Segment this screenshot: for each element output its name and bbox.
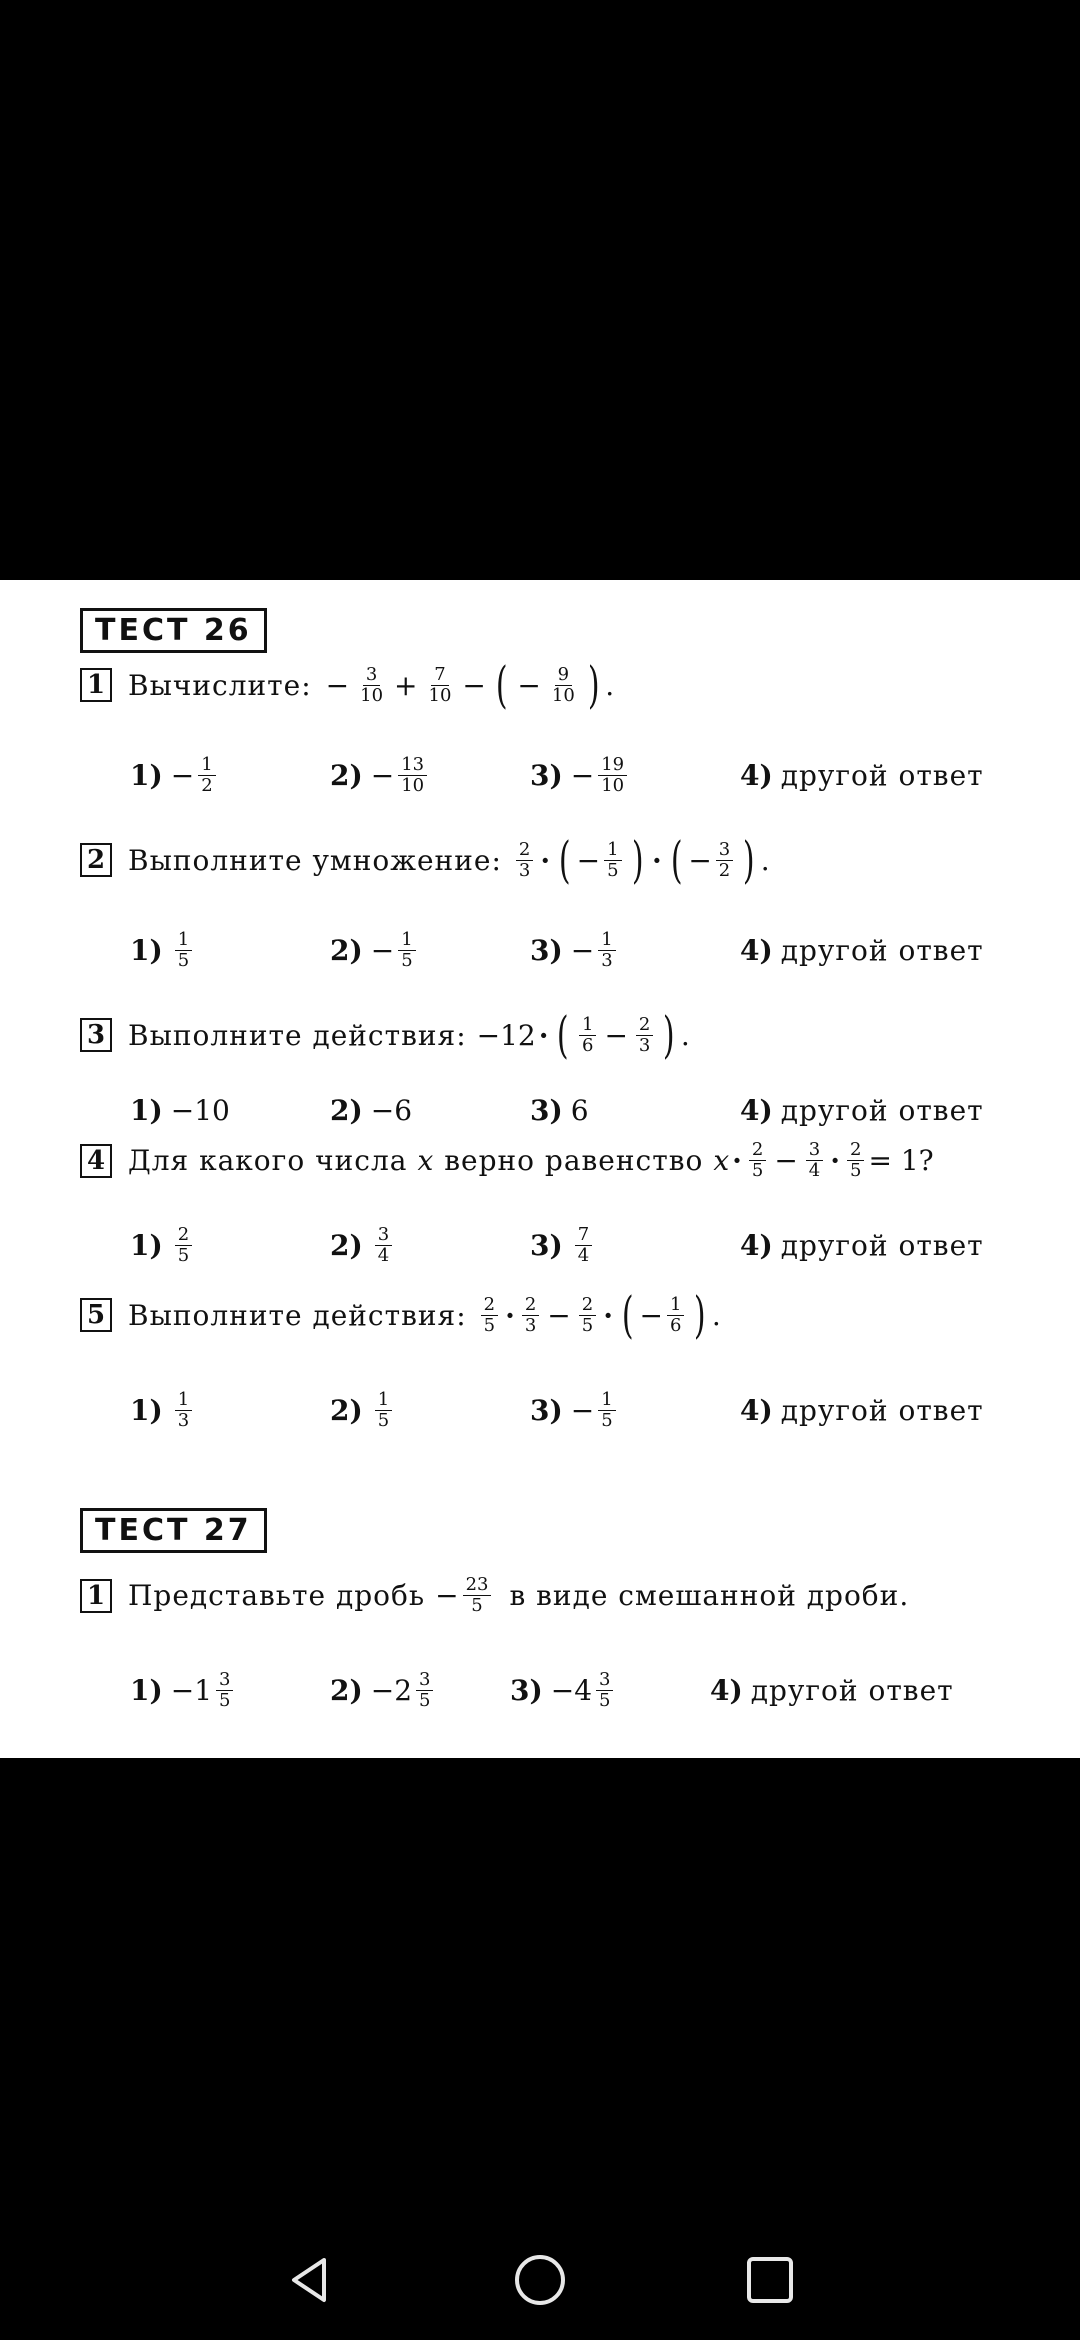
question-text: Представьте дробь [128, 1579, 426, 1612]
test27-q1 [80, 1575, 919, 1616]
question-number: 3 [80, 1018, 112, 1052]
minus-sign: − [462, 668, 486, 702]
question-number: 5 [80, 1298, 112, 1332]
variable-x: x [417, 1144, 435, 1177]
answer-option[interactable]: 1) − $\frac{1}{2}$ [130, 745, 220, 805]
answer-option[interactable]: 3) − $\frac{1}{3}$ [530, 920, 620, 980]
test26-q5-answers [130, 1380, 1030, 1440]
answer-option[interactable]: 3) − $\frac{19}{10}$ [530, 745, 631, 805]
question-expression: − $\frac{23}{5}$ [435, 1575, 495, 1616]
test-26-title: ТЕСТ 26 [80, 608, 267, 653]
fraction: $\frac{7}{10}$ [428, 663, 452, 706]
left-paren: ( [495, 656, 508, 714]
question-text: Выполните действия: [128, 1018, 467, 1052]
answer-option[interactable]: 4) другой ответ [740, 1228, 984, 1262]
answer-option[interactable]: 4) другой ответ [740, 1393, 984, 1427]
test26-q2-answers [130, 920, 1030, 980]
top-black-area [0, 0, 1080, 580]
recents-icon[interactable] [740, 2250, 800, 2310]
answer-option[interactable]: 4) другой ответ [710, 1673, 954, 1707]
question-text: Выполните действия: [128, 1298, 467, 1332]
right-paren: ) [587, 656, 600, 714]
period: . [605, 668, 615, 702]
minus-sign: − [325, 668, 350, 702]
plus-sign: + [394, 668, 418, 702]
question-expression [322, 656, 615, 714]
question-text: Для какого числа [128, 1144, 408, 1177]
back-icon[interactable] [280, 2250, 340, 2310]
answer-option[interactable]: 1) − 1 $\frac{3}{5}$ [130, 1660, 237, 1720]
test26-q1-answers [130, 745, 1030, 805]
test-27-title: ТЕСТ 27 [80, 1508, 267, 1553]
test26-q1 [80, 656, 615, 714]
answer-option[interactable]: 4) другой ответ [740, 758, 984, 792]
answer-option[interactable]: 3) $\frac{7}{4}$ [530, 1215, 596, 1275]
question-text: Выполните умножение: [128, 843, 502, 877]
question-number: 4 [80, 1144, 112, 1178]
test27-q1-answers [130, 1660, 1030, 1720]
test26-q4 [80, 1140, 934, 1181]
answer-option[interactable]: 1) $\frac{2}{5}$ [130, 1215, 196, 1275]
test26-q4-answers [130, 1215, 1030, 1275]
fraction: $\frac{3}{10}$ [360, 663, 384, 706]
question-text-2: верно равенство [444, 1144, 704, 1177]
fraction: $\frac{9}{10}$ [551, 663, 575, 706]
minus-sign: − [517, 668, 541, 702]
answer-option[interactable]: 2) − 2 $\frac{3}{5}$ [330, 1660, 437, 1720]
test26-q3 [80, 1006, 690, 1064]
answer-option[interactable]: 4) другой ответ [740, 1093, 984, 1127]
question-expression: −12 · ( $\frac{1}{6}$ − $\frac{2}{3}$ ) . [476, 1006, 690, 1064]
home-icon[interactable] [510, 2250, 570, 2310]
answer-option[interactable]: 4) другой ответ [740, 933, 984, 967]
answer-option[interactable]: 2) −6 [330, 1093, 413, 1127]
answer-option[interactable]: 3) 6 [530, 1093, 589, 1127]
answer-option[interactable]: 1) $\frac{1}{5}$ [130, 920, 196, 980]
answer-option[interactable]: 2) $\frac{3}{4}$ [330, 1215, 396, 1275]
answer-option[interactable]: 2) $\frac{1}{5}$ [330, 1380, 396, 1440]
answer-option[interactable]: 1) $\frac{1}{3}$ [130, 1380, 196, 1440]
answer-option[interactable]: 3) − 4 $\frac{3}{5}$ [510, 1660, 617, 1720]
answer-option[interactable]: 2) − $\frac{13}{10}$ [330, 745, 431, 805]
question-number: 1 [80, 1579, 112, 1613]
answer-option[interactable]: 2) − $\frac{1}{5}$ [330, 920, 420, 980]
question-expression: $\frac{2}{5}$ · $\frac{2}{3}$ − $\frac{2}{5}$ · ( − $\frac{1}{6}$ ) . [477, 1290, 721, 1340]
test26-q3-answers [130, 1080, 1030, 1140]
test26-q5 [80, 1286, 721, 1344]
question-expression: $\frac{2}{3}$ · ( − $\frac{1}{5}$ ) · ( − $\frac{3}{2}$ ) . [512, 835, 770, 885]
question-text-2: в виде смешанной дроби. [509, 1579, 910, 1612]
test26-q2 [80, 831, 770, 889]
question-text: Вычислите: [128, 668, 312, 702]
question-expression: x · $\frac{2}{5}$ − $\frac{3}{4}$ · $\frac{2}{5}$ = 1? [713, 1139, 934, 1181]
textbook-page [0, 580, 1080, 1758]
question-number: 1 [80, 668, 112, 702]
question-number: 2 [80, 843, 112, 877]
answer-option[interactable]: 1) −10 [130, 1093, 230, 1127]
answer-option[interactable]: 3) − $\frac{1}{5}$ [530, 1380, 620, 1440]
